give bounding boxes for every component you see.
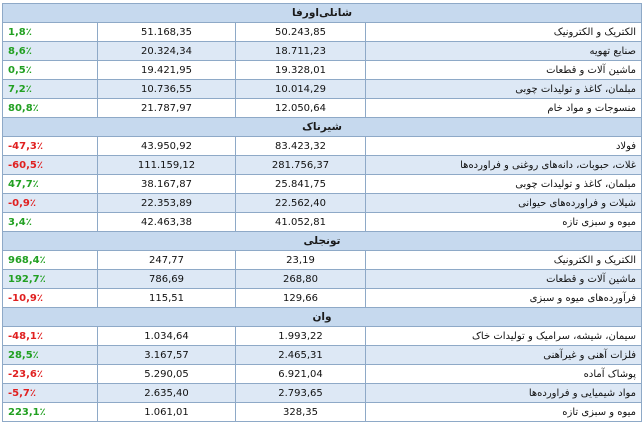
change-percent: 968,4٪	[3, 251, 98, 270]
value-current: 1.061,01	[98, 403, 236, 422]
sector-label: میوه و سبزی تازه	[366, 403, 642, 422]
table-row	[3, 23, 642, 42]
table-row	[3, 194, 642, 213]
table-row	[3, 403, 642, 422]
sector-label: مبلمان، کاغذ و تولیدات چوبی	[366, 80, 642, 99]
table-row	[3, 289, 642, 308]
change-percent: 223,1٪	[3, 403, 98, 422]
section-title: وان	[3, 308, 642, 327]
value-current: 3.167,57	[98, 346, 236, 365]
value-previous: 2.793,65	[236, 384, 366, 403]
sector-label: پوشاک آماده	[366, 365, 642, 384]
value-previous: 281.756,37	[236, 156, 366, 175]
table-row	[3, 175, 642, 194]
section-header	[3, 118, 642, 137]
value-current: 786,69	[98, 270, 236, 289]
value-previous: 25.841,75	[236, 175, 366, 194]
table-row	[3, 251, 642, 270]
value-previous: 22.562,40	[236, 194, 366, 213]
value-current: 115,51	[98, 289, 236, 308]
sector-label: مبلمان، کاغذ و تولیدات چوبی	[366, 175, 642, 194]
value-previous: 10.014,29	[236, 80, 366, 99]
change-percent: 80,8٪	[3, 99, 98, 118]
value-previous: 328,35	[236, 403, 366, 422]
section-title: شانلی‌اورفا	[3, 4, 642, 23]
value-current: 247,77	[98, 251, 236, 270]
change-percent: 47,7٪	[3, 175, 98, 194]
sector-label: ماشین آلات و قطعات	[366, 270, 642, 289]
change-percent: 1,8٪	[3, 23, 98, 42]
value-previous: 129,66	[236, 289, 366, 308]
value-current: 5.290,05	[98, 365, 236, 384]
sector-label: صنایع تهویه	[366, 42, 642, 61]
section-title: شیرناک	[3, 118, 642, 137]
sector-label: سیمان، شیشه، سرامیک و تولیدات خاک	[366, 327, 642, 346]
table-row	[3, 384, 642, 403]
change-percent: -60,5٪	[3, 156, 98, 175]
table-row	[3, 80, 642, 99]
value-current: 43.950,92	[98, 137, 236, 156]
value-previous: 23,19	[236, 251, 366, 270]
value-current: 38.167,87	[98, 175, 236, 194]
value-previous: 18.711,23	[236, 42, 366, 61]
value-previous: 50.243,85	[236, 23, 366, 42]
value-previous: 2.465,31	[236, 346, 366, 365]
value-previous: 12.050,64	[236, 99, 366, 118]
change-percent: 192,7٪	[3, 270, 98, 289]
value-current: 1.034,64	[98, 327, 236, 346]
table-row	[3, 213, 642, 232]
sector-label: منسوجات و مواد خام	[366, 99, 642, 118]
sector-label: فرآورده‌های میوه و سبزی	[366, 289, 642, 308]
sector-label: غلات، حبوبات، دانه‌های روغنی و فراورده‌ها	[366, 156, 642, 175]
value-current: 22.353,89	[98, 194, 236, 213]
value-current: 42.463,38	[98, 213, 236, 232]
value-current: 21.787,97	[98, 99, 236, 118]
value-current: 20.324,34	[98, 42, 236, 61]
section-header	[3, 4, 642, 23]
sector-label: فولاد	[366, 137, 642, 156]
sector-label: ماشین آلات و قطعات	[366, 61, 642, 80]
section-title: تونجلی	[3, 232, 642, 251]
section-header	[3, 308, 642, 327]
change-percent: -23,6٪	[3, 365, 98, 384]
change-percent: 3,4٪	[3, 213, 98, 232]
table-row	[3, 365, 642, 384]
change-percent: 0,5٪	[3, 61, 98, 80]
value-previous: 268,80	[236, 270, 366, 289]
change-percent: -0,9٪	[3, 194, 98, 213]
sector-label: میوه و سبزی تازه	[366, 213, 642, 232]
province-export-table	[2, 3, 642, 422]
sector-label: شیلات و فراورده‌های حیوانی	[366, 194, 642, 213]
value-previous: 83.423,32	[236, 137, 366, 156]
table-row	[3, 137, 642, 156]
sector-label: فلزات آهنی و غیرآهنی	[366, 346, 642, 365]
sector-label: الکتریک و الکترونیک	[366, 251, 642, 270]
change-percent: -48,1٪	[3, 327, 98, 346]
table-row	[3, 270, 642, 289]
value-previous: 19.328,01	[236, 61, 366, 80]
section-header	[3, 232, 642, 251]
change-percent: 28,5٪	[3, 346, 98, 365]
table-row	[3, 346, 642, 365]
change-percent: 7,2٪	[3, 80, 98, 99]
table-row	[3, 61, 642, 80]
value-current: 19.421,95	[98, 61, 236, 80]
table-row	[3, 99, 642, 118]
value-current: 111.159,12	[98, 156, 236, 175]
table-row	[3, 327, 642, 346]
value-previous: 41.052,81	[236, 213, 366, 232]
sector-label: مواد شیمیایی و فراورده‌ها	[366, 384, 642, 403]
table-row	[3, 156, 642, 175]
value-previous: 6.921,04	[236, 365, 366, 384]
change-percent: -5,7٪	[3, 384, 98, 403]
value-current: 2.635,40	[98, 384, 236, 403]
sector-label: الکتریک و الکترونیک	[366, 23, 642, 42]
change-percent: -10,9٪	[3, 289, 98, 308]
change-percent: -47,3٪	[3, 137, 98, 156]
value-current: 51.168,35	[98, 23, 236, 42]
table-body	[3, 4, 642, 422]
value-previous: 1.993,22	[236, 327, 366, 346]
value-current: 10.736,55	[98, 80, 236, 99]
change-percent: 8,6٪	[3, 42, 98, 61]
table-row	[3, 42, 642, 61]
